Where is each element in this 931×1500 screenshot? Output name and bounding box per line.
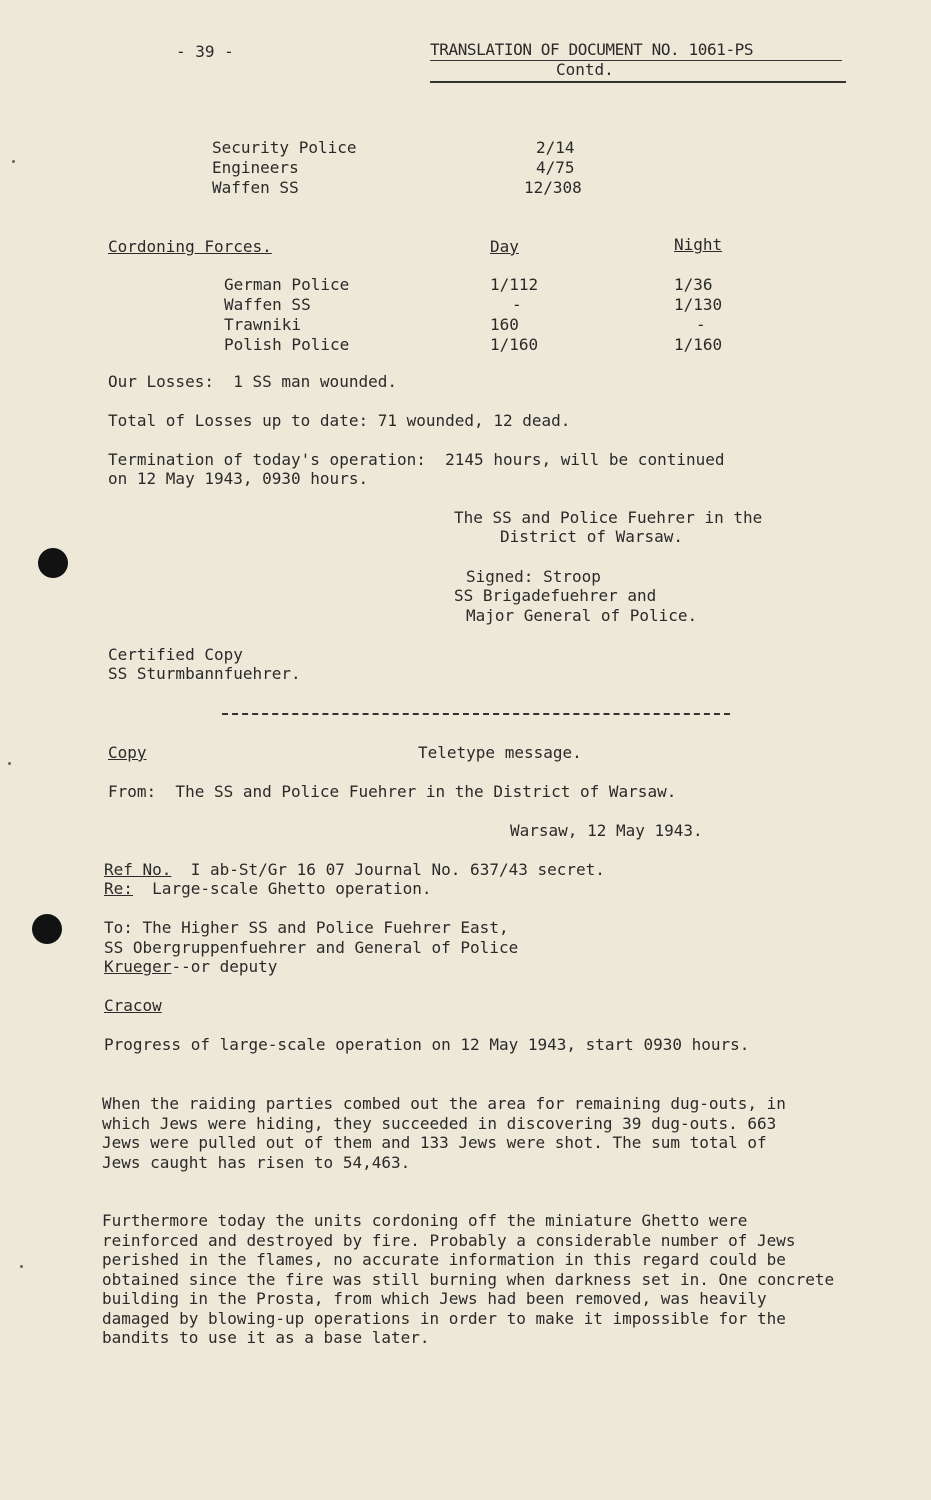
to-line-2: SS Obergruppenfuehrer and General of Police (104, 938, 519, 957)
city-label: Cracow (104, 996, 162, 1015)
top-table-labels (212, 138, 357, 198)
top-table-value: 4/75 (536, 158, 575, 177)
cordoning-day-values (490, 275, 538, 355)
ref-line (104, 860, 605, 880)
speck (12, 160, 15, 163)
teletype-title: Teletype message. (418, 743, 582, 762)
recipient-deputy: --or deputy (171, 957, 278, 976)
signature-line-2: District of Warsaw. (500, 527, 684, 546)
cordoning-label: German Police (224, 275, 350, 294)
total-losses: Total of Losses up to date: 71 wounded, 12 dead. (108, 411, 571, 430)
speck (20, 1265, 23, 1268)
cordoning-night-values (674, 275, 722, 355)
cordoning-night-value: 1/130 (674, 295, 723, 314)
top-table-label: Waffen SS (212, 178, 299, 197)
cordoning-label: Polish Police (224, 335, 350, 354)
top-table-values (524, 138, 582, 198)
header-rule-bottom (430, 81, 846, 83)
to-line-3 (104, 957, 277, 977)
cordoning-night-value: 1/160 (674, 335, 723, 354)
from-line: From: The SS and Police Fuehrer in the District of Warsaw. (108, 782, 677, 801)
our-losses: Our Losses: 1 SS man wounded. (108, 372, 397, 391)
progress-paragraph: Progress of large-scale operation on 12 May 1943, start 0930 hours. (104, 1035, 750, 1054)
punch-hole-top (38, 548, 68, 578)
signature-line-3: Signed: Stroop (466, 567, 601, 586)
cordoning-day-value: 1/112 (490, 275, 539, 294)
speck (8, 762, 11, 765)
cordoning-day-value: - (512, 295, 522, 314)
copy-label: Copy (108, 743, 147, 762)
day-header: Day (490, 237, 519, 256)
cordoning-labels (224, 275, 349, 355)
place-date: Warsaw, 12 May 1943. (510, 821, 703, 840)
night-header: Night (674, 235, 723, 254)
cordoning-night-value: - (696, 315, 706, 334)
document-title: TRANSLATION OF DOCUMENT NO. 1061-PS (430, 40, 754, 59)
to-line-1: To: The Higher SS and Police Fuehrer East, (104, 918, 509, 937)
signature-line-1: The SS and Police Fuehrer in the (454, 508, 763, 527)
certified-line-1: Certified Copy (108, 645, 243, 664)
paragraph-dugouts: When the raiding parties combed out the area for remaining dug-outs, in which Jews were hiding, they succeeded in discovering 39 dug-outs. 663 Jews were pulled out of them and 133 Jews were shot. The sum total of Jews caught has risen to 54,463. (102, 1094, 786, 1172)
re-line (104, 879, 432, 899)
separator-dashes (222, 713, 730, 715)
paragraph-miniature-ghetto: Furthermore today the units cordoning off the miniature Ghetto were reinforced and destroyed by fire. Probably a considerable number of Jews perished in the flames, no accurate information in this regard could be obtained since the fire was still burning when darkness set in. One concrete building in the Prosta, from which Jews had been removed, was heavily damaged by blowing-up operations in order to make it impossible for the bandits to use it as a base later. (102, 1211, 835, 1347)
ref-label: Ref No. (104, 860, 172, 879)
page-number: - 39 - (176, 42, 234, 61)
termination-line-2: on 12 May 1943, 0930 hours. (108, 469, 369, 488)
top-table-value: 12/308 (524, 178, 582, 197)
re-value: Large-scale Ghetto operation. (132, 879, 432, 898)
re-label: Re: (104, 879, 133, 898)
cordoning-day-value: 160 (490, 315, 519, 334)
top-table-label: Engineers (212, 158, 299, 177)
termination-line-1: Termination of today's operation: 2145 hours, will be continued (108, 450, 725, 469)
cordoning-label: Trawniki (224, 315, 302, 334)
certified-line-2: SS Sturmbannfuehrer. (108, 664, 301, 683)
contd-label: Contd. (556, 60, 614, 79)
ref-value: I ab-St/Gr 16 07 Journal No. 637/43 secret. (171, 860, 605, 879)
cordoning-day-value: 1/160 (490, 335, 539, 354)
signature-line-5: Major General of Police. (466, 606, 698, 625)
header-rule-top (430, 60, 842, 61)
punch-hole-bottom (32, 914, 62, 944)
signature-line-4: SS Brigadefuehrer and (454, 586, 657, 605)
top-table-value: 2/14 (536, 138, 575, 157)
cordoning-title: Cordoning Forces. (108, 237, 272, 256)
recipient-name: Krueger (104, 957, 172, 976)
top-table-label: Security Police (212, 138, 357, 157)
cordoning-label: Waffen SS (224, 295, 311, 314)
cordoning-night-value: 1/36 (674, 275, 713, 294)
